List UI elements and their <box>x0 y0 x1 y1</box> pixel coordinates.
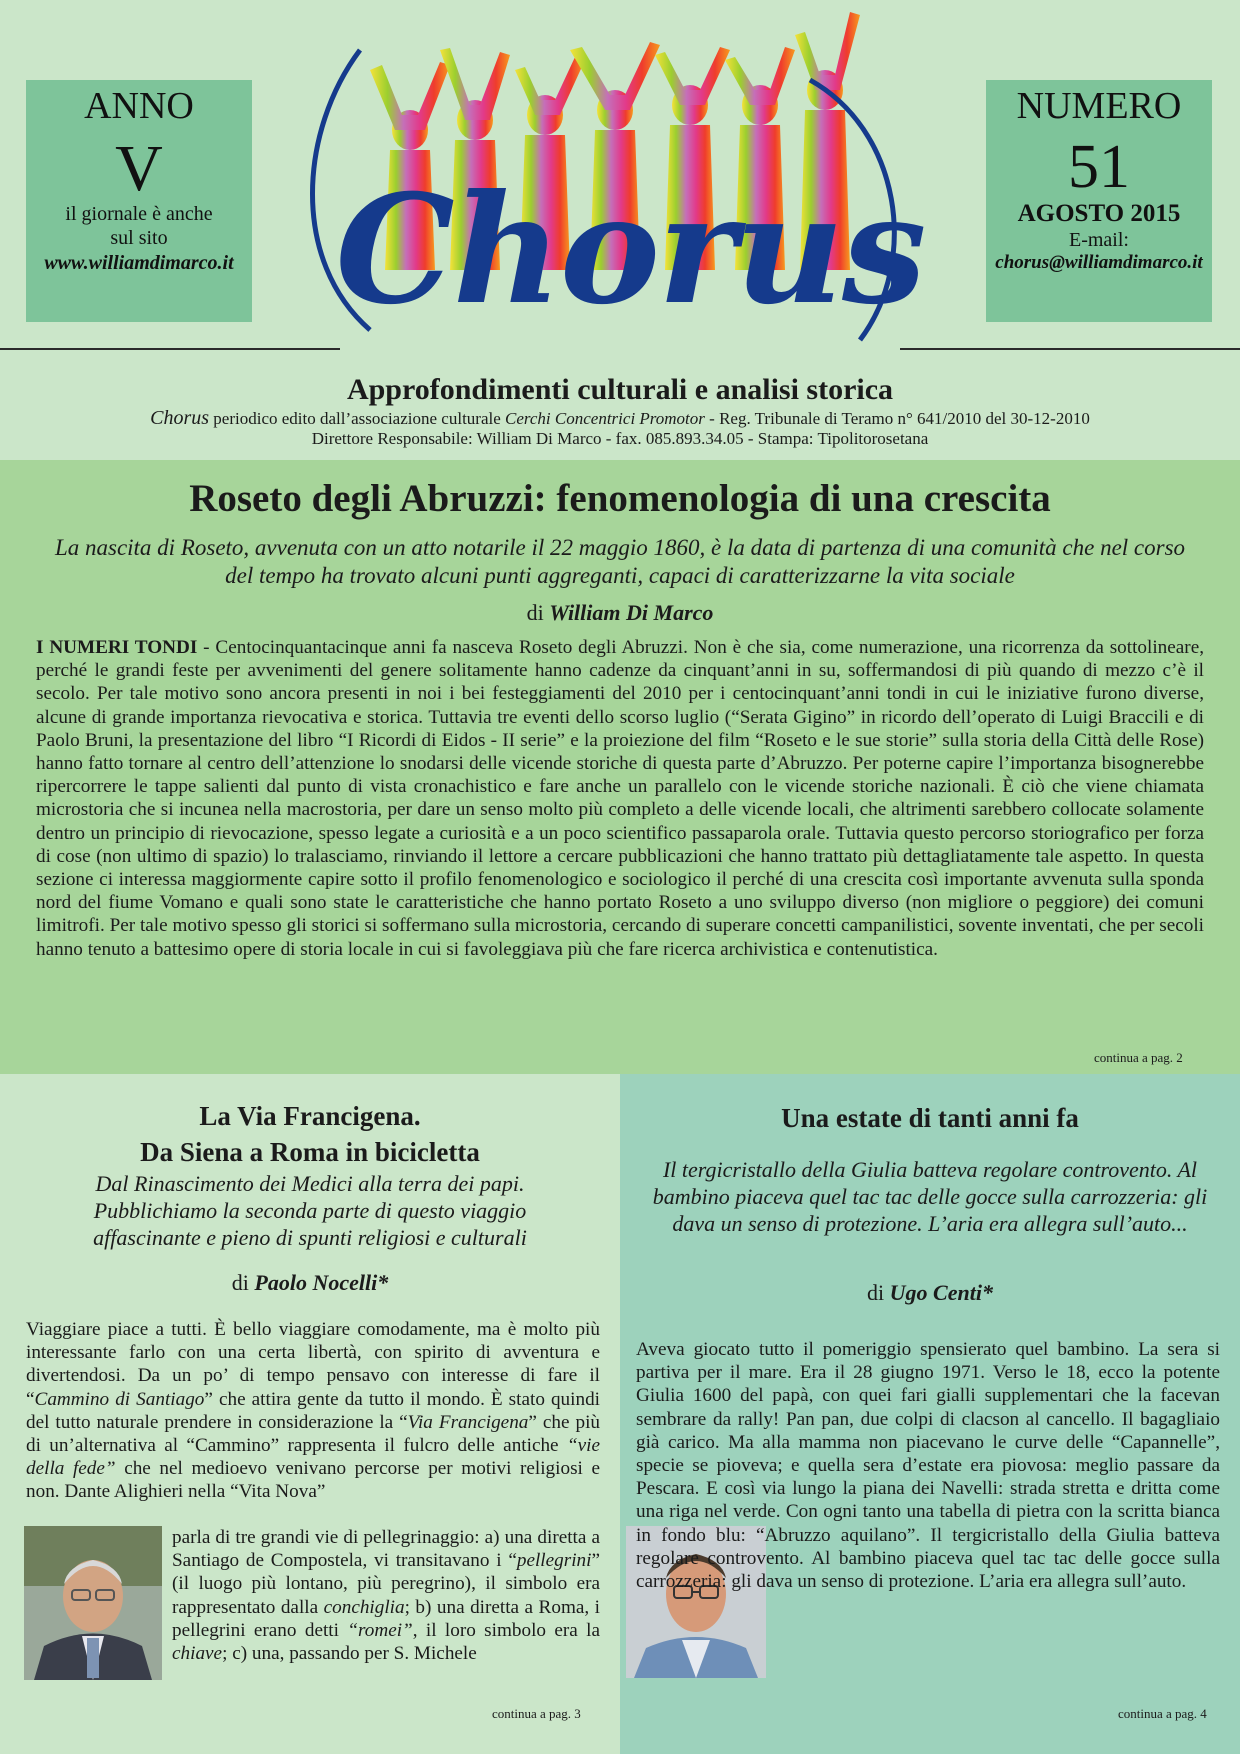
left-body-italic: Cammino di Santiago <box>34 1388 205 1410</box>
chorus-logo <box>300 10 940 370</box>
issue-date: AGOSTO 2015 <box>1017 200 1181 227</box>
left-article-title-1: La Via Francigena. <box>199 1101 421 1131</box>
left-body-part: parla di tre grandi vie di pellegrinaggio: a) una diretta a Santiago de Compostela, vi transitavano i “ <box>172 1527 600 1572</box>
left-body-part: , il loro simbolo era la <box>412 1619 600 1641</box>
left-body-part: ; b) una diretta a Roma, i pellegrini erano detti <box>172 1596 600 1641</box>
right-article-byline <box>620 1280 1240 1306</box>
left-article-author: Paolo Nocelli* <box>254 1270 389 1295</box>
header-rule-right <box>900 348 1240 350</box>
email-address[interactable]: chorus@williamdimarco.it <box>995 252 1203 273</box>
portrait-icon <box>24 1526 162 1680</box>
left-article-title-2: Da Siena a Roma in bicicletta <box>140 1137 480 1167</box>
main-continua[interactable]: continua a pag. 2 <box>1094 1050 1183 1065</box>
author-photo-nocelli <box>24 1526 162 1680</box>
website-note-2: sul sito <box>110 227 168 249</box>
left-body-italic: chiave <box>172 1643 223 1665</box>
right-article <box>620 1074 1240 1754</box>
issue-box <box>986 80 1212 322</box>
website-note: il giornale è anche <box>65 203 213 225</box>
registration: - Reg. Tribunale di Teramo n° 641/2010 del 30-12-2010 <box>704 409 1090 428</box>
left-body-part: ” che più di un’alternativa al “Cammino” rappresenta il fulcro delle antiche <box>26 1411 600 1457</box>
left-body-part: Viaggiare piace a tutti. È bello viaggiare comodamente, ma è molto più interessante farlo con una certa libertà, con spirito di avventura e divertendosi. Da un po’ di tempo pensavo con interesse di fare il “ <box>26 1319 600 1410</box>
left-article-byline <box>0 1270 620 1296</box>
byline-prefix: di <box>526 600 550 625</box>
right-article-body: Aveva giocato tutto il pomeriggio spensierato quel bambino. La sera si partiva per il mare. Era il 28 giugno 1971. Verso le 18, ecco la potente Giulia 1600 del papà, con quei fari gialli supplementari che la facevan sembrare da rally! Pan pan, due colpi di clacson al cancello. Il bagagliaio già carico. Ma alla mamma non piacevano le curve delle “Capannelle”, specie se pioveva; e quella sera d’estate era piovosa: meglio passare da Pescara. E così via lungo la piana dei Navelli: strada stretta e dritta come una riga nel verde. Con ogni tanto una tabella di pietra con la scritta bianca in fondo blu: “Abruzzo aquilano”. Il tergicristallo della Giulia batteva regolare controvento. Al bambino piaceva quel tac tac delle gocce sulla carrozzeria: gli dava un senso di protezione. L’aria era allegra sull’auto. <box>636 1339 1220 1593</box>
issue-number: 51 <box>1068 133 1130 201</box>
main-article <box>0 460 1240 1074</box>
left-article-lead: Dal Rinascimento dei Medici alla terra dei papi. Pubblichiamo la seconda parte di questo viaggio affascinante e pieno di spunti religiosi e culturali <box>93 1171 527 1250</box>
right-article-lead: Il tergicristallo della Giulia batteva regolare controvento. Al bambino piaceva quel tac tac delle gocce sulla carrozzeria: gli dava un senso di protezione. L’aria era allegra sull’auto... <box>652 1157 1208 1236</box>
byline-prefix: di <box>867 1280 890 1305</box>
main-article-author: William Di Marco <box>549 600 714 625</box>
right-article-author: Ugo Centi* <box>889 1280 993 1305</box>
tagline: Approfondimenti culturali e analisi storica <box>346 373 894 406</box>
left-body-italic: conchiglia <box>323 1596 405 1618</box>
left-article-body <box>26 1318 600 1504</box>
main-article-text: - Centocinquantacinque anni fa nasceva Roseto degli Abruzzi. Non è che sia, come numerazione, una ricorrenza da sottolineare, perché le grandi feste per avvenimenti del genere solitamente hanno cadenze da cinquant’anni in su, soffermandosi di più quando di mezzo c’è il secolo. Per tale motivo sono ancora presenti in noi i bei festeggiamenti del 2010 per i centocinquant’anni tondi in cui le iniziative furono diverse, alcune di grande importanza rievocativa e storica. Tuttavia tre eventi dello scorso luglio (“Serata Gigino” in ricordo dell’operato di Luigi Braccili e di Paolo Bruni, la presentazione del libro “I Ricordi di Eidos - II serie” e la proiezione del film “Roseto e le sue storie” sulla storia della Città delle Rose) hanno fatto tornare al centro dell’attenzione lo snodarsi delle vicende storiche di questa parte d’Abruzzo. Per poterne capire l’importanza bisognerebbe ripercorrere le tappe salienti dal punto di vista cronachistico e fare anche un parallelo con le vicende storiche nazionali. È ciò che viene chiamata microstoria che si incunea nella macrostoria, per dare un senso molto più completo a delle vicende locali, che altrimenti sarebbero collocate solamente dentro un principio di rievocazione, spesso legate a curiosità e a un poco scientifico passaparola orale. Tuttavia questo percorso storiografico per forza di cose (non ultimo di spazio) lo tralasciamo, rinviando il lettore a cercare pubblicazioni che hanno trattato più dettagliatamente tale aspetto. In questa sezione ci interessa maggiormente capire sotto il profilo fenomenologico e sociologico il perché di una crescita così importante avvenuta sulla sponda nord del fiume Vomano e quali sono state le caratteristiche che hanno portato Roseto a uno sviluppo diverso (non migliore o peggiore) dei comuni limitrofi. Per tale motivo spesso gli storici si soffermano sulla microstoria, cercando di superare concetti campanilistici, sovente inventati, che per secoli hanno tenuto a battesimo opere di storia locale in cui si favoleggiava più che fare ricerca archivistica e contenutistica. <box>36 637 1205 960</box>
year-box <box>26 80 252 322</box>
masthead-subtitle <box>0 372 1240 449</box>
header-rule-left <box>0 348 340 350</box>
main-article-title: Roseto degli Abruzzi: fenomenologia di una crescita <box>189 477 1051 520</box>
left-continua[interactable]: continua a pag. 3 <box>492 1706 581 1721</box>
left-body-part: che nel medioevo venivano percorse per motivi religiosi e non. Dante Alighieri nella “Vita Nova” <box>26 1458 600 1503</box>
email-label: E-mail: <box>1069 229 1129 251</box>
publisher-mid: periodico edito dall’associazione culturale <box>209 409 506 428</box>
left-article <box>0 1074 620 1754</box>
left-article-body-wrap <box>172 1526 600 1665</box>
left-body-italic: “romei” <box>347 1619 413 1641</box>
left-body-italic: pellegrini <box>516 1550 592 1572</box>
association-name: Cerchi Concentrici Promotor <box>505 409 705 428</box>
right-continua[interactable]: continua a pag. 4 <box>1118 1706 1207 1721</box>
publisher-line <box>0 408 1240 429</box>
chorus-logo-text: Chorus <box>335 162 925 338</box>
main-article-kicker: I NUMERI TONDI <box>36 637 198 658</box>
main-article-body <box>36 636 1204 961</box>
year-value: V <box>115 132 163 205</box>
left-body-part: ” (il luogo più lontano, più peregrino), il simbolo era rappresentato dalla <box>172 1550 600 1618</box>
director-line: Direttore Responsabile: William Di Marco - fax. 085.893.34.05 - Stampa: Tipolitorosetana <box>311 429 929 448</box>
main-article-byline <box>0 600 1240 626</box>
byline-prefix: di <box>231 1270 255 1295</box>
left-body-part: ” che attira gente da tutto il mondo. È stato quindi del tutto naturale prendere in considerazione la “ <box>26 1388 601 1433</box>
left-body-part: ; c) una, passando per S. Michele <box>222 1643 477 1665</box>
left-body-italic: Via Francigena <box>407 1411 529 1433</box>
right-article-title: Una estate di tanti anni fa <box>781 1103 1079 1133</box>
website-link[interactable]: www.williamdimarco.it <box>44 252 234 274</box>
publisher-name: Chorus <box>150 407 210 429</box>
main-article-lead: La nascita di Roseto, avvenuta con un atto notarile il 22 maggio 1860, è la data di partenza di una comunità che nel corso del tempo ha trovato alcuni punti aggreganti, capaci di caratterizzarne la vita sociale <box>54 535 1186 588</box>
year-label: ANNO <box>84 85 194 127</box>
issue-label: NUMERO <box>1016 85 1182 127</box>
left-body-italic: “vie della fede” <box>26 1435 600 1480</box>
